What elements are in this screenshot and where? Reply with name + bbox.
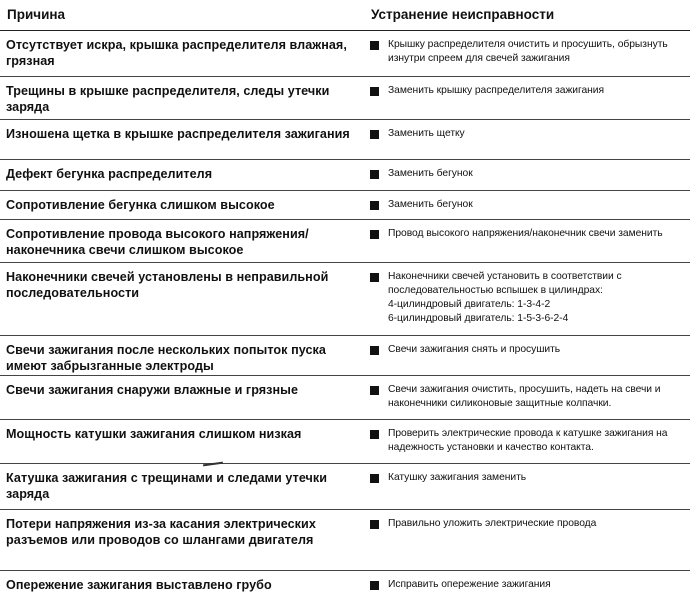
table-row [0, 571, 690, 603]
row-cause: Наконечники свечей установлены в неправильной последовательности [6, 270, 329, 300]
row-fix: Крышку распределителя очистить и просушить, обрызнуть изнутри спреем для свечей зажигания [388, 39, 668, 64]
table-row [0, 120, 690, 160]
bullet-square-icon [370, 230, 379, 239]
row-cause: Трещины в крышке распределителя, следы утечки заряда [6, 84, 330, 114]
row-fix: Правильно уложить электрические провода [388, 518, 597, 529]
row-fix: Катушку зажигания заменить [388, 472, 527, 483]
bullet-square-icon [370, 201, 379, 210]
row-cause: Опережение зажигания выставлено грубо [6, 578, 272, 592]
table-row [0, 160, 690, 191]
table-header [0, 0, 690, 31]
table-row [0, 263, 690, 336]
row-cause: Потери напряжения из-за касания электрических разъемов или проводов со шлангами двигателя [6, 517, 316, 547]
row-cause: Свечи зажигания снаружи влажные и грязные [6, 383, 299, 397]
column-header-fix: Устранение неисправности [371, 7, 555, 22]
row-fix: Наконечники свечей установить в соответствии с последовательностью вспышек в цилиндрах: 4-цилиндровый двигатель: 1-3-4-2 6-цилиндровый двигатель: 1-5-3-6-2-4 [388, 271, 622, 324]
row-fix: Заменить щетку [388, 128, 465, 139]
row-cause: Катушка зажигания с трещинами и следами утечки заряда [6, 471, 328, 501]
table-row [0, 510, 690, 571]
row-cause: Отсутствует искра, крышка распределителя влажная, грязная [6, 38, 347, 68]
row-fix: Свечи зажигания очистить, просушить, надеть на свечи и наконечники силиконовые защитные колпачки. [388, 384, 661, 409]
table-row [0, 420, 690, 464]
row-fix: Свечи зажигания снять и просушить [388, 344, 561, 355]
bullet-square-icon [370, 273, 379, 282]
bullet-square-icon [370, 386, 379, 395]
bullet-square-icon [370, 41, 379, 50]
row-fix: Заменить крышку распределителя зажигания [388, 85, 604, 96]
table-row [0, 220, 690, 263]
row-cause: Сопротивление провода высокого напряжения/наконечника свечи слишком высокое [6, 227, 309, 257]
bullet-square-icon [370, 130, 379, 139]
bullet-square-icon [370, 581, 379, 590]
bullet-square-icon [370, 520, 379, 529]
column-header-cause: Причина [7, 7, 66, 22]
bullet-square-icon [370, 430, 379, 439]
bullet-square-icon [370, 346, 379, 355]
table-row [0, 376, 690, 420]
table-row [0, 336, 690, 376]
row-fix: Заменить бегунок [388, 199, 473, 210]
row-fix: Проверить электрические провода к катушке зажигания на надежность установки и качество контакта. [388, 428, 668, 453]
table-row [0, 77, 690, 120]
bullet-square-icon [370, 87, 379, 96]
row-fix: Провод высокого напряжения/наконечник свечи заменить [388, 228, 663, 239]
table-row [0, 191, 690, 220]
row-cause: Мощность катушки зажигания слишком низкая [6, 427, 302, 441]
table-row [0, 31, 690, 77]
row-cause: Изношена щетка в крышке распределителя зажигания [6, 127, 350, 141]
row-cause: Свечи зажигания после нескольких попыток пуска имеют забрызганные электроды [6, 343, 326, 373]
row-fix: Исправить опережение зажигания [388, 579, 551, 590]
row-fix: Заменить бегунок [388, 168, 473, 179]
row-cause: Дефект бегунка распределителя [6, 167, 213, 181]
table-row [0, 464, 690, 510]
bullet-square-icon [370, 474, 379, 483]
row-cause: Сопротивление бегунка слишком высокое [6, 198, 275, 212]
bullet-square-icon [370, 170, 379, 179]
